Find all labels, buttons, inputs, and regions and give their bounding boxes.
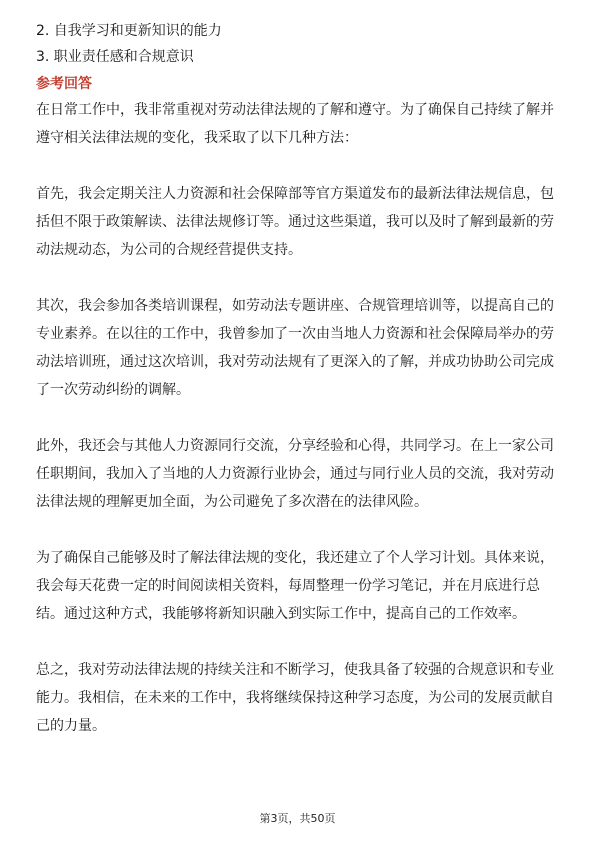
section-heading: 参考回答 xyxy=(36,76,92,92)
paragraph-second-method: 其次，我会参加各类培训课程，如劳动法专题讲座、合规管理培训等，以提高自己的专业素养。在以往的工作中，我曾参加了一次由当地人力资源和社会保障局举办的劳动法培训班，通过这次培训，我对劳动法规有了更深入的了解，并成功协助公司完成了一次劳动纠纷的调解。 xyxy=(36,298,554,398)
list-item: 3. 职业责任感和合规意识 xyxy=(36,49,194,65)
paragraph-conclusion: 总之，我对劳动法律法规的持续关注和不断学习，使我具备了较强的合规意识和专业能力。我相信，在未来的工作中，我将继续保持这种学习态度，为公司的发展贡献自己的力量。 xyxy=(36,662,554,734)
document-page xyxy=(36,18,559,768)
paragraph-intro: 在日常工作中，我非常重视对劳动法律法规的了解和遵守。为了确保自己持续了解并遵守相关法律法规的变化，我采取了以下几种方法： xyxy=(36,102,554,146)
page-footer: 第3页，共50页 xyxy=(259,812,336,825)
list-item: 2. 自我学习和更新知识的能力 xyxy=(36,23,222,39)
paragraph-study-plan: 为了确保自己能够及时了解法律法规的变化，我还建立了个人学习计划。具体来说，我会每天花费一定的时间阅读相关资料，每周整理一份学习笔记，并在月底进行总结。通过这种方式，我能够将新知识融入到实际工作中，提高自己的工作效率。 xyxy=(36,550,554,622)
paragraph-third-method: 此外，我还会与其他人力资源同行交流，分享经验和心得，共同学习。在上一家公司任职期间，我加入了当地的人力资源行业协会，通过与同行业人员的交流，我对劳动法律法规的理解更加全面，为公司避免了多次潜在的法律风险。 xyxy=(36,438,554,510)
paragraph-first-method: 首先，我会定期关注人力资源和社会保障部等官方渠道发布的最新法律法规信息，包括但不限于政策解读、法律法规修订等。通过这些渠道，我可以及时了解到最新的劳动法规动态，为公司的合规经营提供支持。 xyxy=(36,186,554,258)
